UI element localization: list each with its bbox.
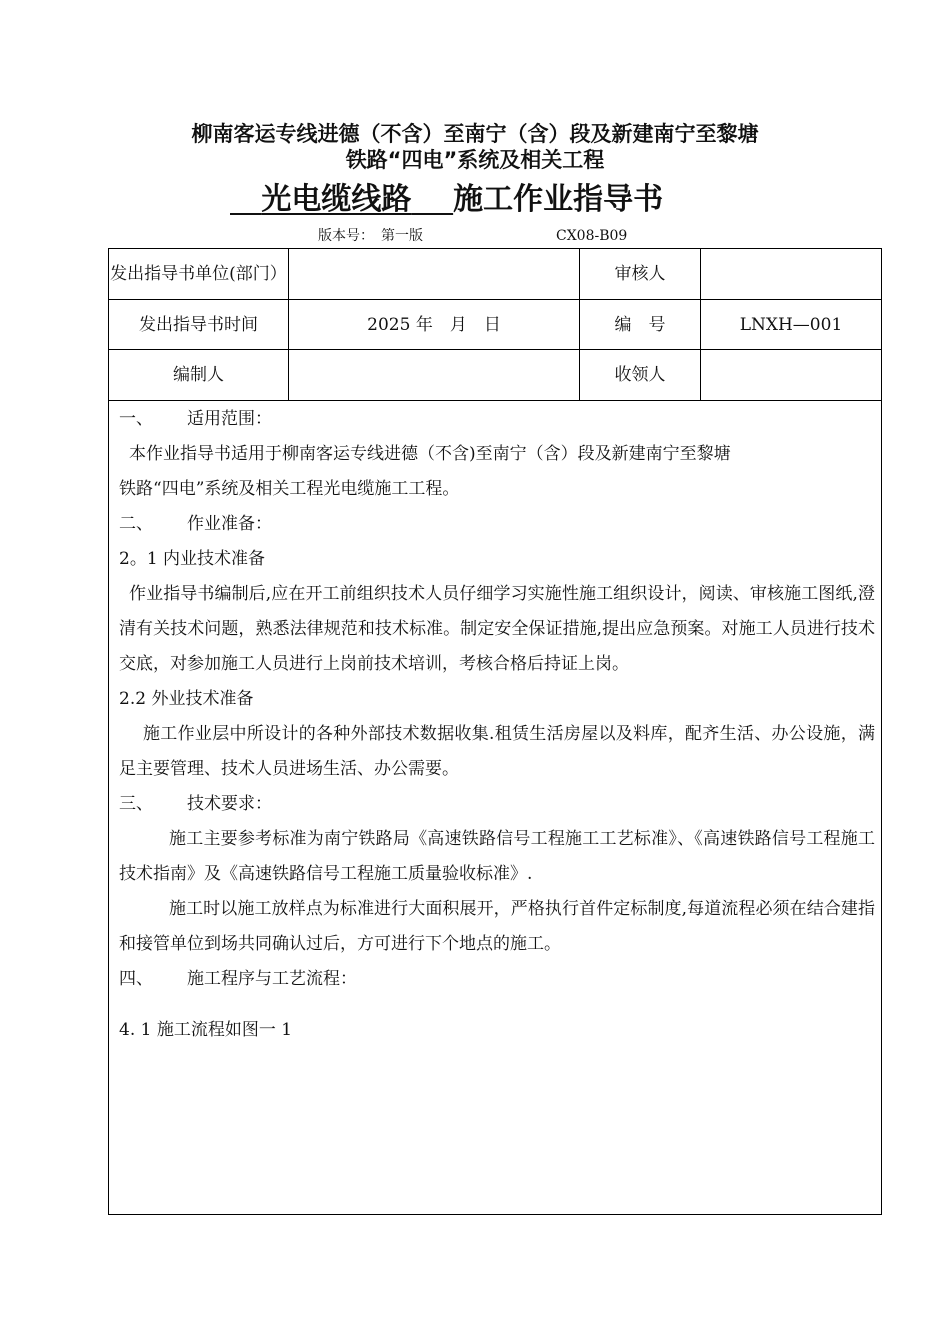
document-title-line1: 柳南客运专线进德（不含）至南宁（含）段及新建南宁至黎塘	[191, 122, 759, 146]
serial-number-value: LNXH—001	[739, 314, 843, 335]
table-row	[109, 300, 881, 350]
version-text: 版本号： 第一版	[318, 228, 423, 244]
recipient-value	[701, 350, 881, 400]
table-row	[109, 249, 881, 300]
issue-time-value: 2025 年 月 日	[289, 300, 580, 349]
table-row	[109, 350, 881, 401]
serial-number-label: 编 号	[580, 300, 701, 349]
instruction-table	[108, 248, 882, 1215]
instruction-content	[119, 402, 875, 1048]
paragraph: 施工主要参考标准为南宁铁路局《高速铁路信号工程施工工艺标准》、《高速铁路信号工程施工技术指南》及《高速铁路信号工程施工质量验收标准》.	[119, 829, 875, 884]
section-heading: 四、 施工程序与工艺流程：	[119, 969, 357, 989]
compiler-value	[289, 350, 580, 400]
paragraph: 作业指导书编制后,应在开工前组织技术人员仔细学习实施性施工组织设计，阅读、审核施工图纸,澄清有关技术问题，熟悉法律规范和技术标准。制定安全保证措施,提出应急预案。对施工人员进行技术交底，对参加施工人员进行上岗前技术培训，考核合格后持证上岗。	[119, 584, 875, 674]
compiler-label: 编制人	[109, 350, 289, 400]
main-title-rest: 施工作业指导书	[453, 182, 664, 217]
recipient-label: 收领人	[580, 350, 701, 400]
subsection-heading: 4. 1 施工流程如图一 1	[119, 1020, 293, 1040]
main-title-underlined-part: 光电缆线路	[261, 182, 412, 217]
reviewer-value	[701, 249, 881, 299]
reviewer-label: 审核人	[580, 249, 701, 299]
issuing-unit-label: 发出指导书单位(部门）	[109, 249, 289, 299]
paragraph: 施工作业层中所设计的各种外部技术数据收集.租赁生活房屋以及料库，配齐生活、办公设施，满足主要管理、技术人员进场生活、办公需要。	[119, 724, 875, 779]
document-main-title	[230, 180, 663, 220]
version-line	[318, 227, 628, 245]
issuing-unit-value	[289, 249, 580, 299]
subsection-heading: 2。1 内业技术准备	[119, 549, 266, 569]
section-heading: 三、 技术要求：	[119, 794, 272, 814]
section-heading: 二、 作业准备：	[119, 514, 272, 534]
paragraph: 本作业指导书适用于柳南客运专线进德（不含)至南宁（含）段及新建南宁至黎塘	[129, 444, 731, 464]
issue-time-label: 发出指导书时间	[109, 300, 289, 349]
paragraph: 施工时以施工放样点为标准进行大面积展开，严格执行首件定标制度,每道流程必须在结合建指和接管单位到场共同确认过后，方可进行下个地点的施工。	[119, 899, 875, 954]
paragraph: 铁路“四电”系统及相关工程光电缆施工工程。	[119, 479, 460, 499]
document-title-line2: 铁路“四电”系统及相关工程	[345, 148, 605, 172]
subsection-heading: 2.2 外业技术准备	[119, 689, 254, 709]
section-heading: 一、 适用范围：	[119, 409, 272, 429]
version-code: CX08-B09	[556, 228, 628, 244]
